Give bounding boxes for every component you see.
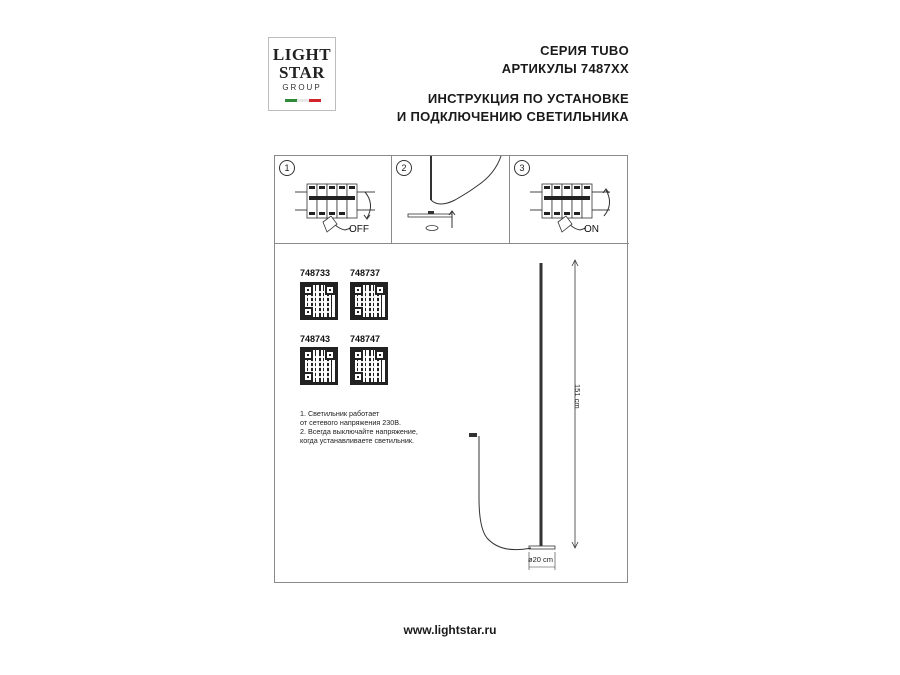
instruction-title-line2: И ПОДКЛЮЧЕНИЮ СВЕТИЛЬНИКА	[396, 109, 629, 124]
articles-title: АРТИКУЛЫ 7487ХХ	[501, 61, 629, 76]
article-code: 748733	[300, 268, 331, 278]
qr-code-icon[interactable]	[300, 347, 338, 385]
qr-code-icon[interactable]	[350, 347, 388, 385]
series-title: СЕРИЯ TUBO	[540, 43, 629, 58]
height-dimension: 151 cm	[573, 384, 582, 409]
article-code: 748747	[350, 334, 381, 344]
logo-line1: LIGHT	[272, 45, 332, 64]
step-number: 2	[396, 160, 412, 176]
article-code: 748743	[300, 334, 331, 344]
switch-state-label: ON	[584, 224, 599, 235]
qr-code-icon[interactable]	[300, 282, 338, 320]
switch-state-label: OFF	[349, 224, 369, 235]
note-line: когда устанавливаете светильник.	[300, 436, 415, 445]
italian-flag-stripe	[285, 99, 321, 102]
note-line: от сетевого напряжения 230В.	[300, 418, 402, 427]
logo-line3: GROUP	[282, 83, 322, 92]
logo-line2: STAR	[278, 63, 326, 82]
base-dimension: ø20 cm	[528, 555, 554, 564]
note-line: 1. Светильник работает	[300, 409, 380, 418]
note-line: 2. Всегда выключайте напряжение,	[300, 427, 418, 436]
qr-code-icon[interactable]	[350, 282, 388, 320]
article-code: 748737	[350, 268, 381, 278]
instruction-title-line1: ИНСТРУКЦИЯ ПО УСТАНОВКЕ	[427, 91, 629, 106]
website-link[interactable]: www.lightstar.ru	[403, 623, 497, 637]
brand-logo	[268, 37, 336, 111]
step-number: 1	[279, 160, 295, 176]
step-number: 3	[514, 160, 530, 176]
